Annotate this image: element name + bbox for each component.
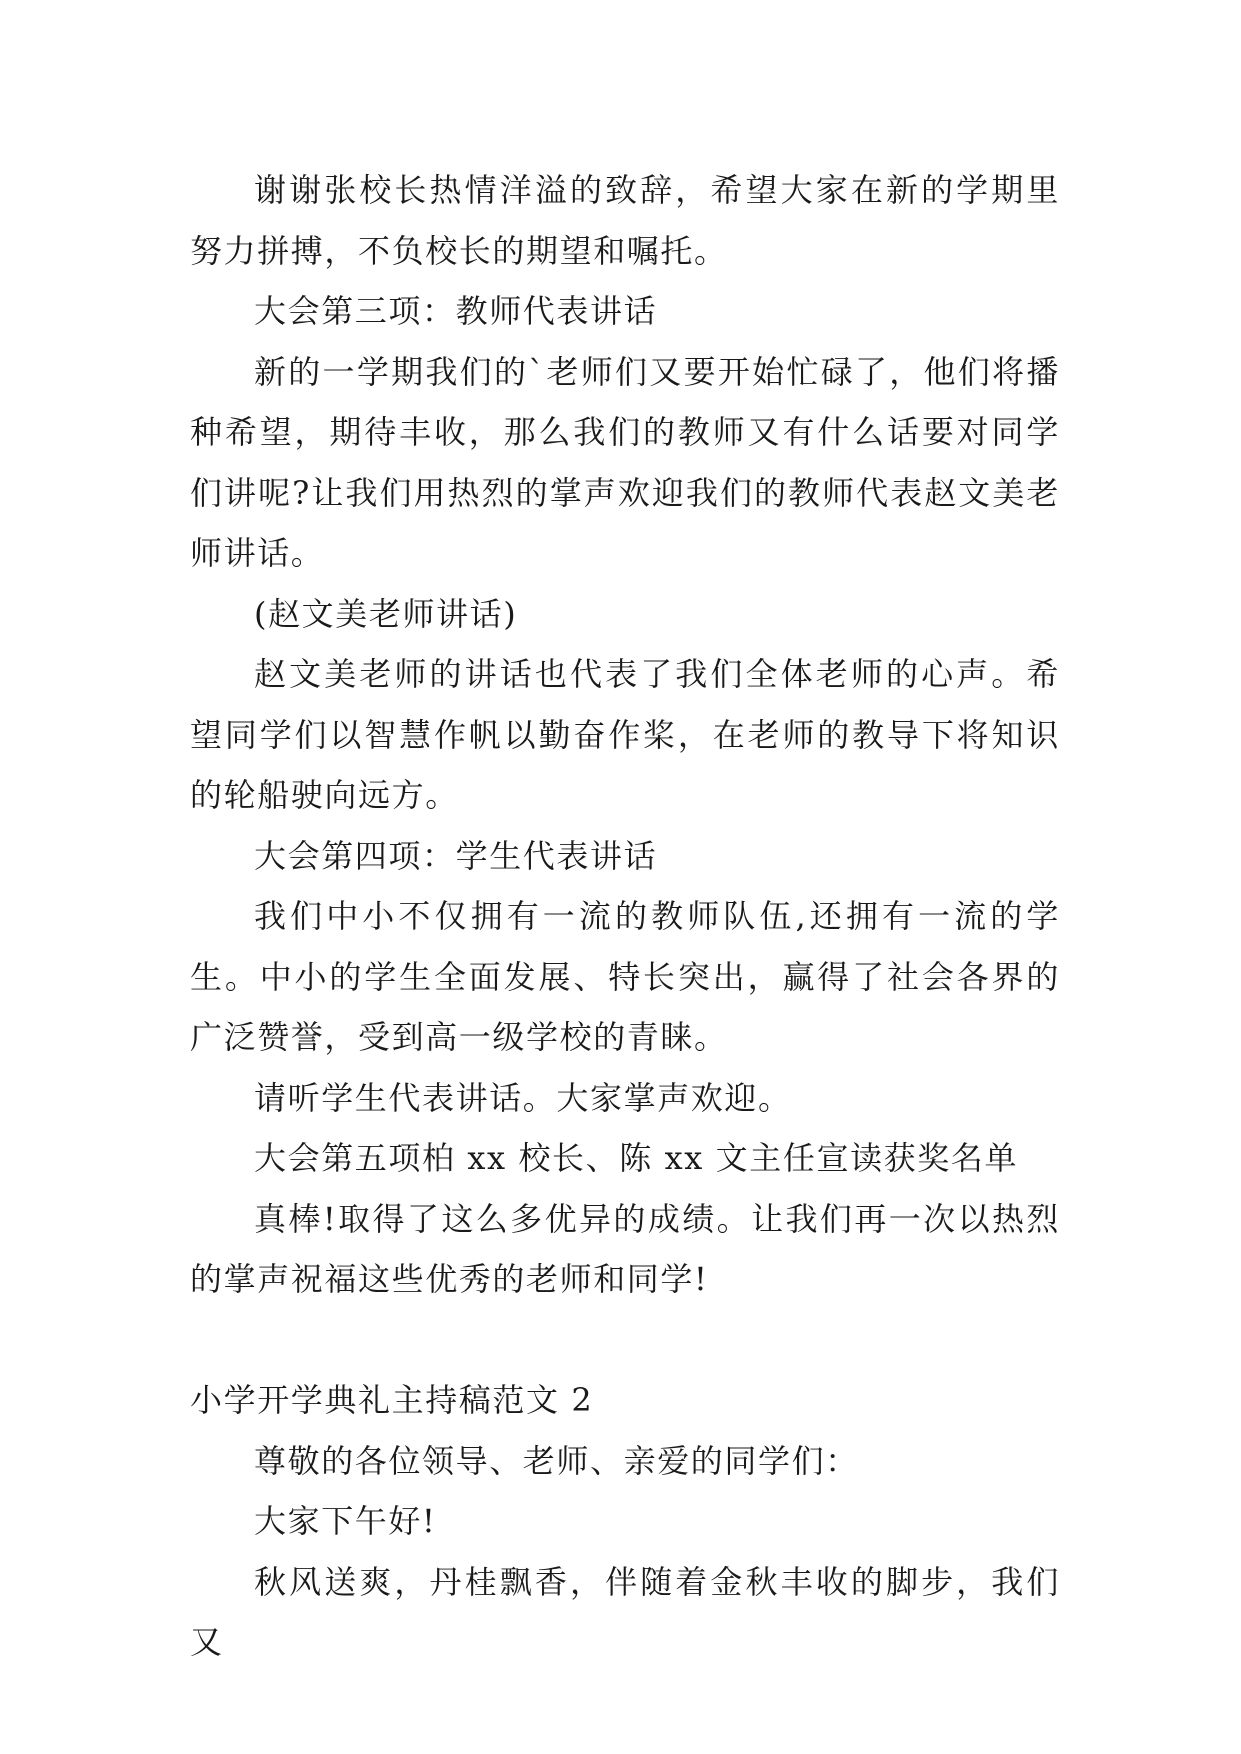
paragraph: 赵文美老师的讲话也代表了我们全体老师的心声。希望同学们以智慧作帆以勤奋作桨，在老师的教导下将知识的轮船驶向远方。 [190, 655, 1060, 814]
greeting: 大家下午好! [254, 1502, 437, 1540]
agenda-item-heading: 大会第五项柏 xx 校长、陈 xx 文主任宣读获奖名单 [254, 1139, 1019, 1177]
paragraph: 谢谢张校长热情洋溢的致辞，希望大家在新的学期里努力拼搏，不负校长的期望和嘱托。 [190, 171, 1060, 270]
paragraph: 新的一学期我们的`老师们又要开始忙碌了，他们将播种希望，期待丰收，那么我们的教师又有什么话要对同学们讲呢?让我们用热烈的掌声欢迎我们的教师代表赵文美老师讲话。 [190, 352, 1060, 572]
section-spacer [190, 1310, 1060, 1371]
document-body [190, 160, 1060, 1673]
section-title: 小学开学典礼主持稿范文 2 [190, 1381, 594, 1419]
paragraph: (赵文美老师讲话) [254, 594, 518, 633]
paragraph: 请听学生代表讲话。大家掌声欢迎。 [254, 1078, 792, 1117]
agenda-item-heading: 大会第四项：学生代表讲话 [254, 836, 658, 875]
paragraph: 真棒!取得了这么多优异的成绩。让我们再一次以热烈的掌声祝福这些优秀的老师和同学! [190, 1199, 1060, 1298]
paragraph: 我们中小不仅拥有一流的教师队伍,还拥有一流的学生。中小的学生全面发展、特长突出，赢得了社会各界的广泛赞誉，受到高一级学校的青睐。 [190, 897, 1060, 1056]
paragraph: 秋风送爽，丹桂飘香，伴随着金秋丰收的脚步，我们又 [190, 1562, 1060, 1661]
agenda-item-heading: 大会第三项：教师代表讲话 [254, 292, 658, 330]
salutation: 尊敬的各位领导、老师、亲爱的同学们： [254, 1441, 859, 1480]
